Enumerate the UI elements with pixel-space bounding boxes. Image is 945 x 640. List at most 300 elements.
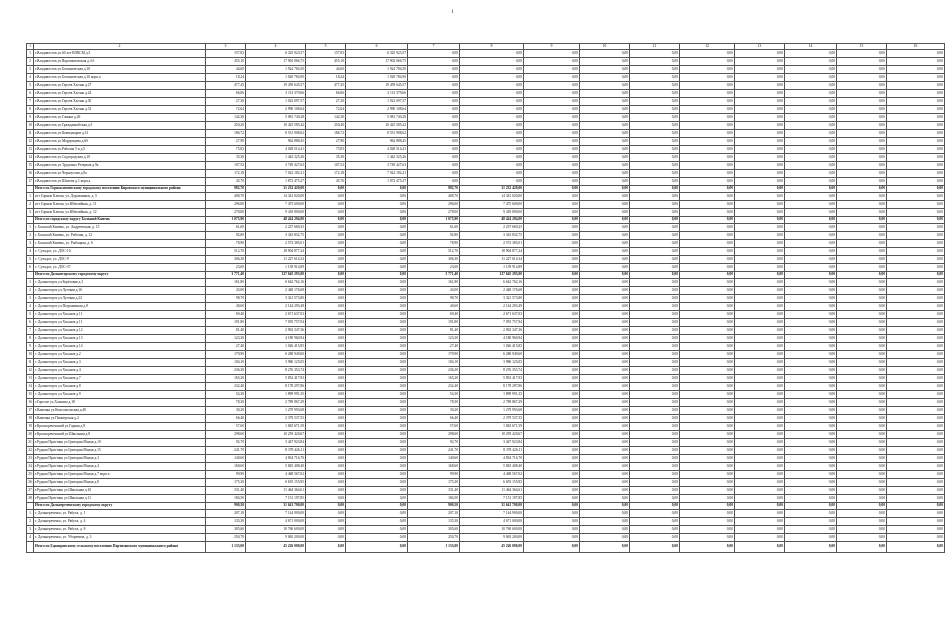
value-cell: 14 341 020,00	[246, 193, 306, 201]
value-cell: 0,00	[630, 447, 680, 455]
value-cell: 0,00	[306, 272, 346, 279]
value-cell: 0,00	[346, 303, 408, 311]
value-cell: 184,50	[206, 495, 246, 503]
value-cell: 0,00	[837, 471, 887, 479]
value-cell: 0,00	[524, 287, 580, 295]
value-cell: 11 227 614,34	[460, 256, 524, 264]
value-cell: 0,00	[408, 66, 460, 74]
value-cell: 0,00	[306, 399, 346, 407]
value-cell: 107,52	[306, 162, 346, 170]
value-cell: 0,00	[306, 479, 346, 487]
value-cell: 0,00	[630, 186, 680, 193]
value-cell: 0,00	[306, 264, 346, 272]
value-cell: 0,00	[630, 455, 680, 463]
address-cell: г.Владивосток ул.Ботаническая д.10	[34, 66, 206, 74]
value-cell: 0,00	[887, 224, 945, 232]
value-cell: 3 447 923,84	[460, 439, 524, 447]
row-number	[27, 503, 34, 510]
address-cell: г. Дальнегорск ул.Хасанов д.3	[34, 359, 206, 367]
table-row	[27, 391, 945, 399]
value-cell: 1 022 097,57	[346, 98, 408, 106]
row-number: 15	[27, 162, 34, 170]
value-cell: 0,00	[680, 518, 735, 526]
value-cell: 0,00	[630, 66, 680, 74]
address-cell: г.Владивосток ул.Героев Хасана д.31	[34, 106, 206, 114]
table-row	[27, 319, 945, 327]
value-cell: 2 144 293,49	[460, 303, 524, 311]
value-cell: 0,00	[735, 319, 785, 327]
value-cell: 982,70	[408, 186, 460, 193]
value-cell: 1 872 475,27	[346, 178, 408, 186]
value-cell: 0,00	[580, 264, 630, 272]
value-cell: 0,00	[580, 106, 630, 114]
value-cell: 0,00	[306, 359, 346, 367]
value-cell: 2 572 385,01	[460, 240, 524, 248]
value-cell: 0,00	[580, 447, 630, 455]
value-cell: 0,00	[887, 287, 945, 295]
value-cell: 0,00	[887, 327, 945, 335]
value-cell: 8 276 353,74	[246, 367, 306, 375]
value-cell: 57,60	[206, 423, 246, 431]
value-cell: 0,00	[346, 287, 408, 295]
value-cell: 0,00	[580, 272, 630, 279]
value-cell: 175,30	[206, 479, 246, 487]
value-cell: 18,24	[206, 74, 246, 82]
value-cell: 0,00	[346, 487, 408, 495]
value-cell: 0,00	[524, 487, 580, 495]
value-cell: 66,06	[306, 90, 346, 98]
value-cell: 0,00	[735, 138, 785, 146]
value-cell: 1 026 415,85	[246, 343, 306, 351]
value-cell: 43,00	[408, 287, 460, 295]
value-cell: 2 671 637,03	[246, 311, 306, 319]
value-cell: 982,70	[206, 186, 246, 193]
value-cell: 900,50	[206, 503, 246, 510]
value-cell: 0,00	[580, 479, 630, 487]
value-cell: 0,00	[680, 232, 735, 240]
table-row	[27, 431, 945, 439]
value-cell: 0,00	[408, 138, 460, 146]
address-cell: г. Дальнегорск ул.Пограничная д.8	[34, 303, 206, 311]
value-cell: 99,90	[206, 471, 246, 479]
value-cell: 207,10	[408, 510, 460, 518]
value-cell: 0,00	[837, 415, 887, 423]
value-cell: 0,00	[837, 240, 887, 248]
value-cell: 1 845 671,59	[460, 423, 524, 431]
value-cell: 0,00	[580, 201, 630, 209]
value-cell: 2 789 867,29	[246, 399, 306, 407]
value-cell: 0,00	[785, 240, 837, 248]
value-cell: 30,20	[408, 407, 460, 415]
value-cell: 0,00	[785, 471, 837, 479]
value-cell: 0,00	[346, 447, 408, 455]
row-number: 3	[27, 66, 34, 74]
value-cell: 0,00	[887, 90, 945, 98]
value-cell: 0,00	[630, 351, 680, 359]
value-cell: 0,00	[460, 106, 524, 114]
value-cell: 0,00	[524, 232, 580, 240]
value-cell: 0,00	[580, 82, 630, 90]
value-cell: 0,00	[887, 272, 945, 279]
value-cell: 0,00	[346, 423, 408, 431]
value-cell: 0,00	[408, 170, 460, 178]
page-number: 1	[451, 10, 454, 15]
value-cell: 0,00	[837, 287, 887, 295]
value-cell: 0,00	[735, 232, 785, 240]
value-cell: 250,70	[206, 534, 246, 542]
value-cell: 142,30	[306, 114, 346, 122]
value-cell: 0,00	[630, 240, 680, 248]
value-cell: 8 531 908,62	[346, 130, 408, 138]
address-cell: г.Владивосток ул.Коммунаров д.31	[34, 130, 206, 138]
value-cell: 305,60	[206, 526, 246, 534]
value-cell: 0,00	[630, 479, 680, 487]
value-cell: 0,00	[580, 503, 630, 510]
value-cell: 0,00	[306, 423, 346, 431]
value-cell: 17 902 066,75	[246, 58, 306, 66]
value-cell: 0,00	[630, 98, 680, 106]
value-cell: 0,00	[306, 217, 346, 224]
value-cell: 7 475 600,00	[246, 201, 306, 209]
row-number: 22	[27, 447, 34, 455]
value-cell: 5 852 417,93	[246, 375, 306, 383]
value-cell: 0,00	[408, 50, 460, 58]
value-cell: 0,00	[408, 58, 460, 66]
value-cell: 0,00	[630, 399, 680, 407]
value-cell: 0,00	[680, 447, 735, 455]
value-cell: 0,00	[524, 415, 580, 423]
value-cell: 14 341 020,00	[460, 193, 524, 201]
value-cell: 0,00	[580, 303, 630, 311]
value-cell: 0,00	[735, 248, 785, 256]
value-cell: 0,00	[680, 114, 735, 122]
value-cell: 5 852 417,93	[460, 375, 524, 383]
value-cell: 0,00	[460, 90, 524, 98]
value-cell: 40,60	[408, 303, 460, 311]
value-cell: 0,00	[680, 58, 735, 66]
value-cell: 0,00	[785, 439, 837, 447]
value-cell: 1 075,90	[206, 217, 246, 224]
value-cell: 0,00	[887, 455, 945, 463]
value-cell: 10 760 600,00	[460, 526, 524, 534]
table-row	[27, 311, 945, 319]
value-cell: 0,00	[346, 383, 408, 391]
value-cell: 3 113 379,66	[246, 90, 306, 98]
address-cell: г.Владивосток ул.Мордовцева д.6б	[34, 138, 206, 146]
value-cell: 0,00	[306, 447, 346, 455]
value-cell: 0,00	[524, 178, 580, 186]
row-number: 1	[27, 50, 34, 58]
value-cell: 0,00	[630, 193, 680, 201]
value-cell: 0,00	[785, 391, 837, 399]
value-cell: 78,90	[206, 240, 246, 248]
table-row	[27, 170, 945, 178]
value-cell: 305,60	[408, 526, 460, 534]
value-cell: 31 232 420,00	[246, 186, 306, 193]
value-cell: 0,00	[837, 455, 887, 463]
row-number: 2	[27, 287, 34, 295]
value-cell: 0,00	[524, 106, 580, 114]
value-cell: 5 081 740,28	[246, 114, 306, 122]
value-cell: 0,00	[524, 407, 580, 415]
value-cell: 3 321 573,80	[460, 295, 524, 303]
value-cell: 0,00	[630, 154, 680, 162]
value-cell: 57,60	[408, 423, 460, 431]
value-cell: 0,00	[785, 154, 837, 162]
value-cell: 0,00	[580, 423, 630, 431]
value-cell: 0,00	[735, 287, 785, 295]
value-cell: 0,00	[580, 193, 630, 201]
row-number	[27, 186, 34, 193]
value-cell: 0,00	[580, 209, 630, 217]
value-cell: 0,00	[524, 122, 580, 130]
value-cell: 0,00	[580, 495, 630, 503]
value-cell: 54,30	[408, 391, 460, 399]
address-cell: г.Владивосток ул.Гражданвобская д.5	[34, 122, 206, 130]
value-cell: 0,00	[785, 106, 837, 114]
table-row	[27, 359, 945, 367]
value-cell: 0,00	[785, 122, 837, 130]
value-cell: 0,00	[785, 209, 837, 217]
value-cell: 0,00	[630, 359, 680, 367]
value-cell: 0,00	[630, 542, 680, 553]
value-cell: 0,00	[680, 359, 735, 367]
value-cell: 0,00	[887, 240, 945, 248]
value-cell: 0,00	[680, 178, 735, 186]
value-cell: 0,00	[460, 122, 524, 130]
value-cell: 0,00	[735, 82, 785, 90]
value-cell: 0,00	[306, 303, 346, 311]
value-cell: 0,00	[887, 367, 945, 375]
value-cell: 0,00	[887, 463, 945, 471]
value-cell: 0,00	[346, 335, 408, 343]
value-cell: 172,18	[206, 170, 246, 178]
value-cell: 0,00	[580, 295, 630, 303]
value-cell: 0,00	[630, 130, 680, 138]
value-cell: 0,00	[837, 122, 887, 130]
value-cell: 0,00	[680, 138, 735, 146]
value-cell: 0,00	[524, 58, 580, 66]
value-cell: 10 425 585,42	[346, 122, 408, 130]
value-cell: 3 749 427,63	[246, 162, 306, 170]
value-cell: 0,00	[837, 162, 887, 170]
value-cell: 0,00	[524, 534, 580, 542]
row-number: 10	[27, 351, 34, 359]
value-cell: 477,45	[206, 82, 246, 90]
value-cell: 104,10	[206, 359, 246, 367]
value-cell: 8 378 426,11	[246, 447, 306, 455]
address-cell: г.Владивосток ул.Героев Хасана д.27	[34, 82, 206, 90]
value-cell: 0,00	[785, 526, 837, 534]
value-cell: 2 144 293,49	[246, 303, 306, 311]
header-cell: 4	[246, 44, 306, 50]
value-cell: 179,90	[206, 351, 246, 359]
value-cell: 0,00	[837, 201, 887, 209]
value-cell: 0,00	[630, 162, 680, 170]
subtotal-row	[27, 217, 945, 224]
value-cell: 0,00	[680, 106, 735, 114]
value-cell: 0,00	[735, 303, 785, 311]
value-cell: 0,00	[837, 335, 887, 343]
value-cell: 8 276 353,74	[460, 367, 524, 375]
value-cell: 0,00	[735, 170, 785, 178]
value-cell: 0,00	[735, 162, 785, 170]
value-cell: 0,00	[837, 279, 887, 287]
value-cell: 0,00	[580, 367, 630, 375]
value-cell: 0,00	[785, 542, 837, 553]
value-cell: 0,00	[346, 209, 408, 217]
value-cell: 0,00	[630, 50, 680, 58]
value-cell: 0,00	[580, 122, 630, 130]
value-cell: 3 986 125,05	[246, 359, 306, 367]
value-cell: 0,00	[680, 264, 735, 272]
value-cell: 278,00	[206, 209, 246, 217]
value-cell: 0,00	[580, 455, 630, 463]
value-cell: 0,00	[346, 217, 408, 224]
value-cell: 455,10	[306, 58, 346, 66]
value-cell: 0,00	[524, 256, 580, 264]
value-cell: 104,10	[408, 359, 460, 367]
address-cell: Итого по Единоровскому сельскому поселению Партизанского муниципального района	[34, 542, 206, 553]
table-row	[27, 455, 945, 463]
value-cell: 0,00	[346, 343, 408, 351]
value-cell: 0,00	[408, 74, 460, 82]
value-cell: 186,72	[306, 130, 346, 138]
value-cell: 0,00	[735, 146, 785, 154]
value-cell: 0,00	[306, 510, 346, 518]
value-cell: 0,00	[887, 138, 945, 146]
address-cell: г.Краснореченский ул.Школьная д.8	[34, 431, 206, 439]
value-cell: 0,00	[630, 201, 680, 209]
value-cell: 8 531 908,62	[246, 130, 306, 138]
row-number: 6	[27, 264, 34, 272]
value-cell: 0,00	[837, 106, 887, 114]
value-cell: 5 081 740,28	[346, 114, 408, 122]
value-cell: 0,00	[785, 495, 837, 503]
value-cell: 75,83	[306, 146, 346, 154]
value-cell: 0,00	[887, 303, 945, 311]
row-number	[27, 217, 34, 224]
value-cell: 0,00	[346, 319, 408, 327]
value-cell: 0,00	[524, 295, 580, 303]
value-cell: 0,00	[460, 170, 524, 178]
value-cell: 331,40	[408, 487, 460, 495]
value-cell: 0,00	[735, 217, 785, 224]
value-cell: 0,00	[524, 423, 580, 431]
value-cell: 0,00	[887, 311, 945, 319]
value-cell: 0,00	[306, 375, 346, 383]
value-cell: 0,00	[630, 58, 680, 66]
row-number: 4	[27, 74, 34, 82]
value-cell: 0,00	[306, 455, 346, 463]
address-cell: г.Рудная Пристань ул.Школьная д.10	[34, 487, 206, 495]
value-cell: 0,00	[630, 170, 680, 178]
value-cell: 0,00	[630, 209, 680, 217]
value-cell: 0,00	[837, 295, 887, 303]
value-cell: 0,00	[306, 240, 346, 248]
value-cell: 0,00	[580, 471, 630, 479]
value-cell: 1 020 784,90	[246, 74, 306, 82]
value-cell: 0,00	[785, 431, 837, 439]
value-cell: 0,00	[837, 146, 887, 154]
value-cell: 0,00	[630, 415, 680, 423]
value-cell: 0,00	[630, 295, 680, 303]
address-cell: с. Суходол, ул. ДОС-37	[34, 264, 206, 272]
value-cell: 0,00	[887, 343, 945, 351]
value-cell: 900,50	[408, 503, 460, 510]
value-cell: 0,00	[887, 162, 945, 170]
value-cell: 0,00	[735, 463, 785, 471]
value-cell: 0,00	[837, 463, 887, 471]
table-row	[27, 256, 945, 264]
value-cell: 0,00	[735, 399, 785, 407]
value-cell: 69,40	[206, 311, 246, 319]
value-cell: 0,00	[785, 138, 837, 146]
value-cell: 0,00	[735, 534, 785, 542]
table-row	[27, 279, 945, 287]
table-row	[27, 495, 945, 503]
value-cell: 0,00	[735, 106, 785, 114]
value-cell: 0,00	[735, 407, 785, 415]
value-cell: 0,00	[630, 423, 680, 431]
value-cell: 0,00	[524, 193, 580, 201]
value-cell: 0,00	[580, 375, 630, 383]
value-cell: 8 178 297,86	[246, 383, 306, 391]
value-cell: 19 459 645,57	[246, 82, 306, 90]
value-cell: 0,00	[837, 170, 887, 178]
value-cell: 4 671 000,00	[460, 518, 524, 526]
value-cell: 0,00	[887, 146, 945, 154]
value-cell: 6 655 155,85	[460, 479, 524, 487]
table-row	[27, 138, 945, 146]
value-cell: 0,00	[580, 178, 630, 186]
row-number: 6	[27, 319, 34, 327]
value-cell: 0,00	[785, 383, 837, 391]
table-row	[27, 58, 945, 66]
value-cell: 0,00	[680, 399, 735, 407]
value-cell: 1 279 993,68	[246, 407, 306, 415]
value-cell: 0,00	[785, 50, 837, 58]
value-cell: 0,00	[306, 439, 346, 447]
value-cell: 0,00	[580, 510, 630, 518]
value-cell: 0,00	[306, 495, 346, 503]
row-number	[27, 542, 34, 553]
row-number: 2	[27, 232, 34, 240]
value-cell: 0,00	[785, 407, 837, 415]
table-row	[27, 367, 945, 375]
value-cell: 298,60	[206, 431, 246, 439]
value-cell: 0,00	[346, 311, 408, 319]
value-cell: 0,00	[346, 256, 408, 264]
value-cell: 232,40	[408, 383, 460, 391]
value-cell: 0,00	[680, 66, 735, 74]
value-cell: 10 259 420,67	[246, 431, 306, 439]
value-cell: 0,00	[887, 510, 945, 518]
value-cell: 0,00	[887, 359, 945, 367]
value-cell: 54,30	[206, 391, 246, 399]
value-cell: 2 671 637,03	[460, 311, 524, 319]
value-cell: 0,00	[630, 503, 680, 510]
value-cell: 161,80	[206, 279, 246, 287]
value-cell: 0,00	[680, 351, 735, 359]
address-cell: с. Суходол, ул. ДОС-9	[34, 256, 206, 264]
value-cell: 0,00	[346, 375, 408, 383]
value-cell: 19 459 645,57	[346, 82, 408, 90]
value-cell: 1 899 991,35	[460, 391, 524, 399]
row-number: 8	[27, 106, 34, 114]
value-cell: 0,00	[785, 503, 837, 510]
value-cell: 3 771,40	[206, 272, 246, 279]
